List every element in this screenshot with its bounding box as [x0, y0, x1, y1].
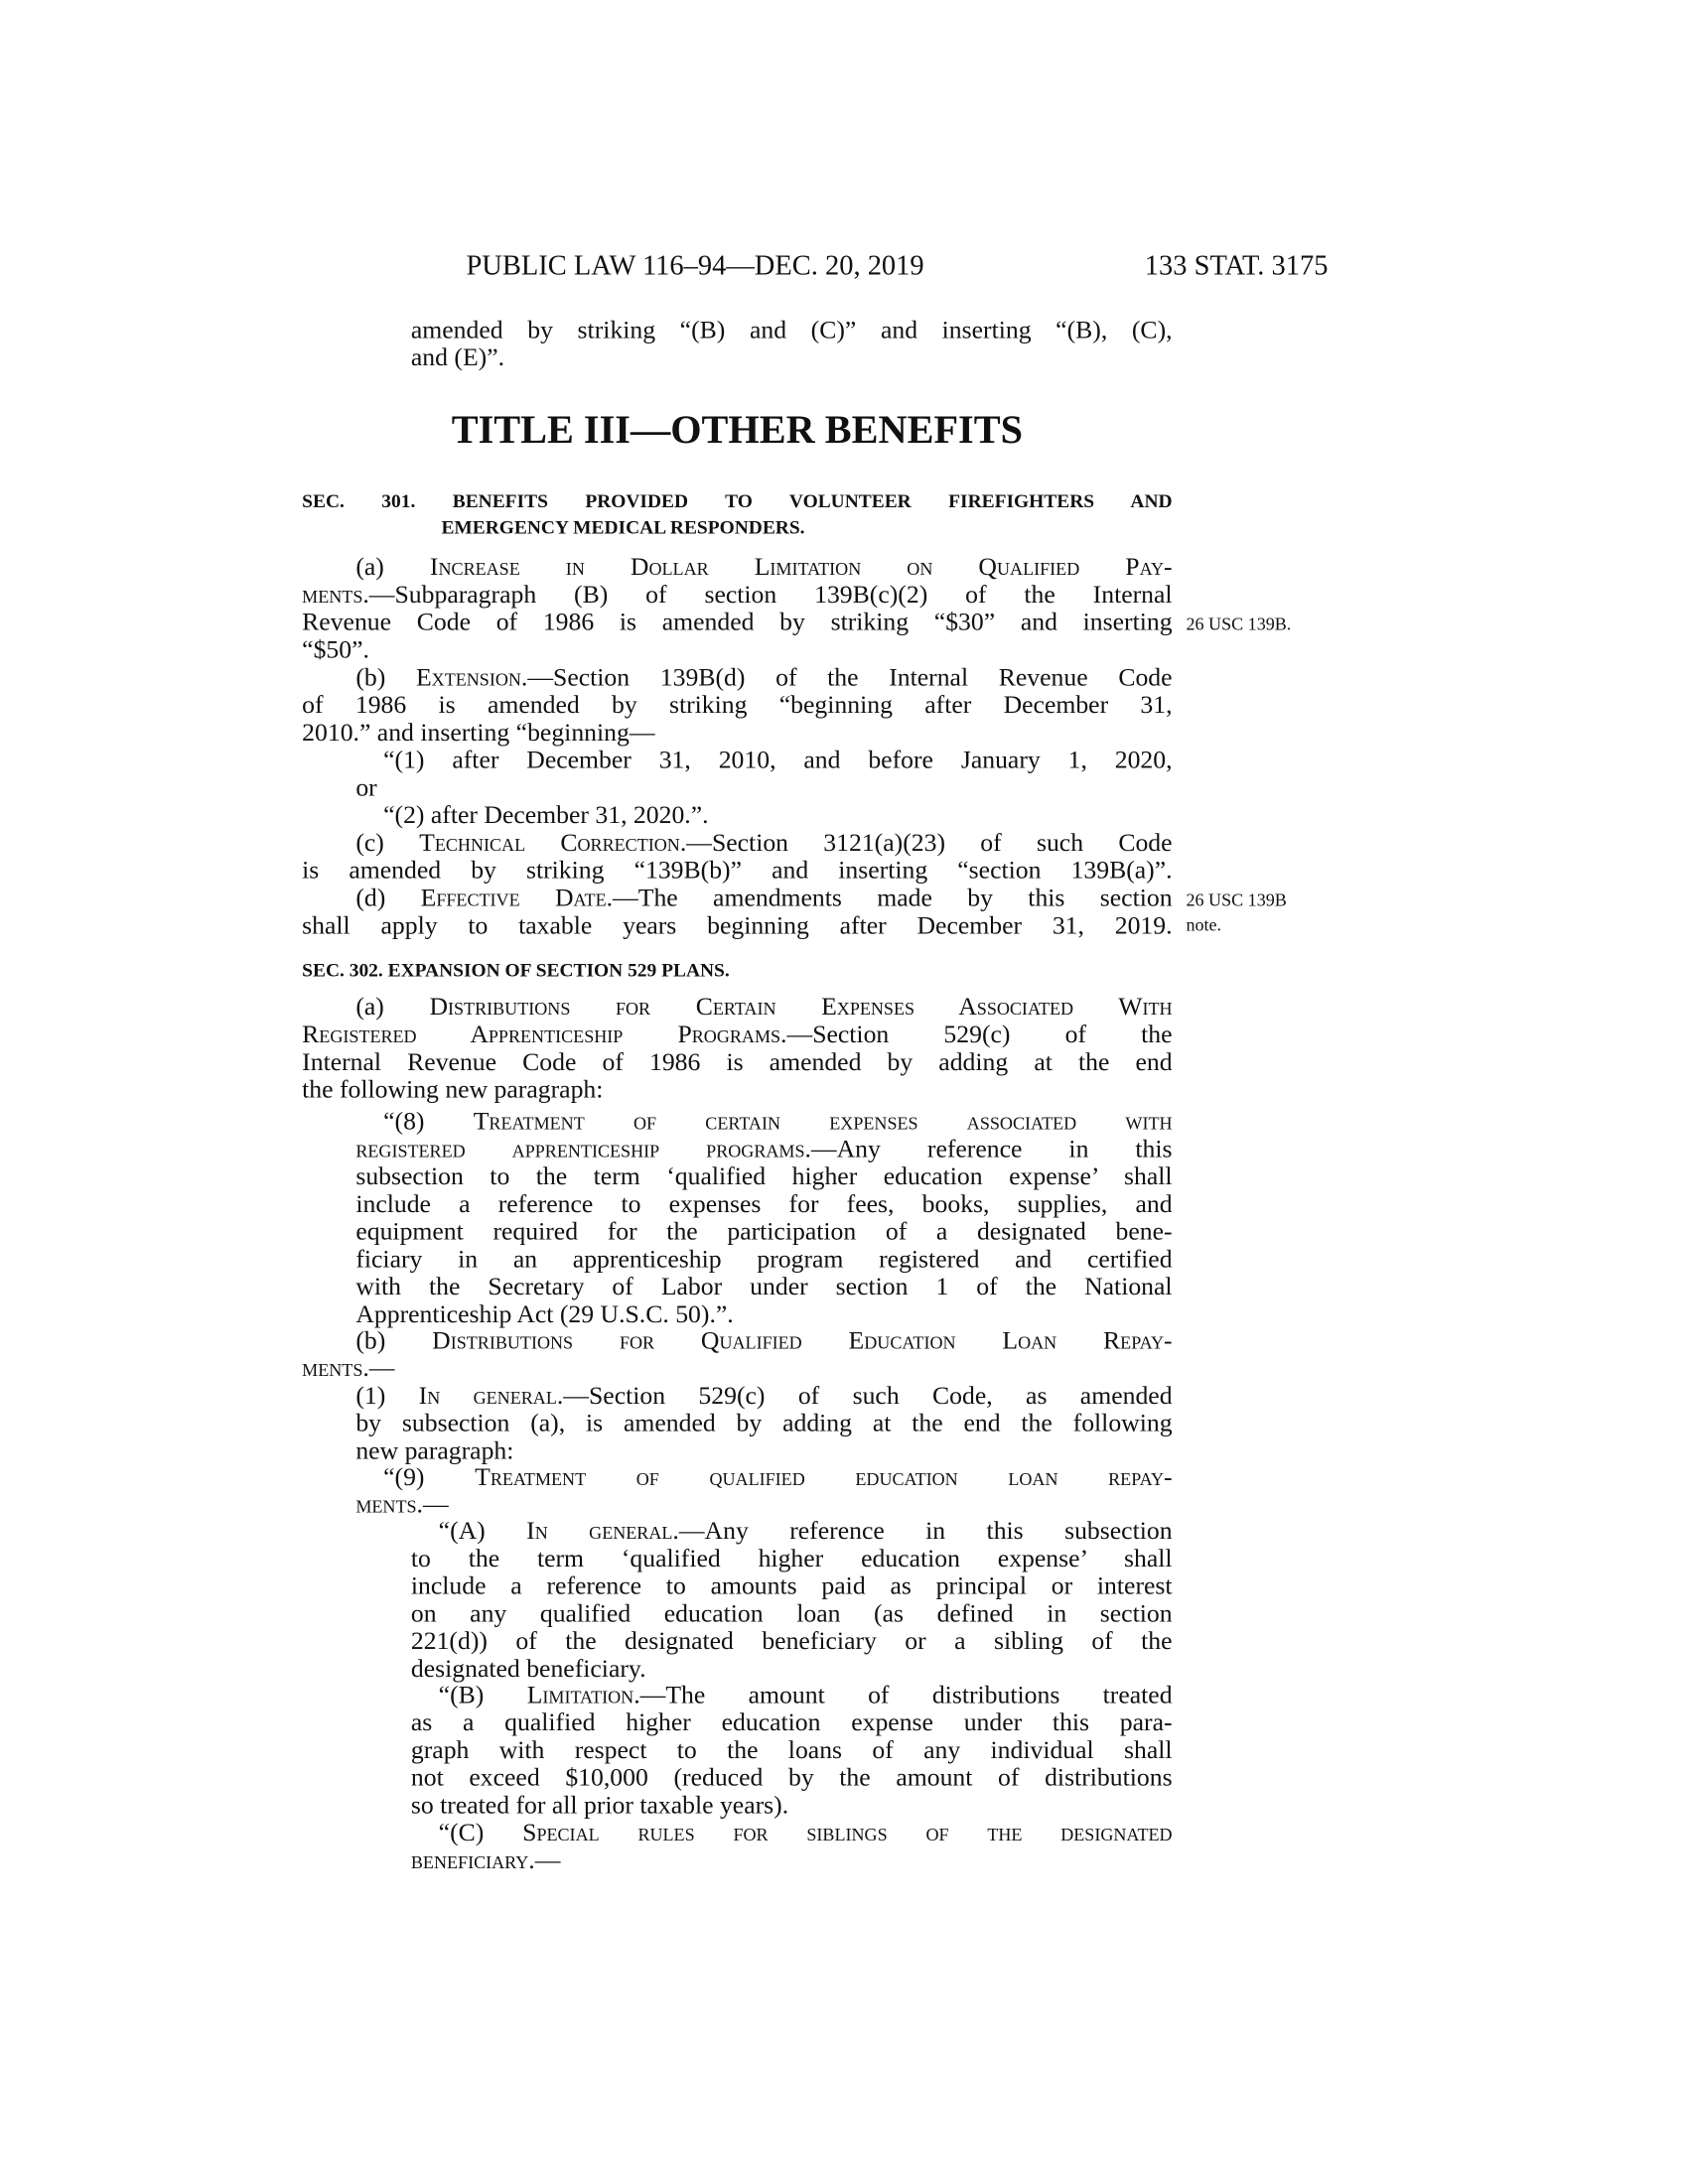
line-text: Internal Revenue Code of 1986 is amended by adding at the end	[302, 1048, 1173, 1077]
text-line	[355, 1328, 1172, 1356]
enumerator: “(9)	[383, 1464, 476, 1492]
line-text: or	[355, 774, 377, 803]
text-line	[355, 1383, 1172, 1411]
line-text: as a qualified higher education expense under this para-	[410, 1709, 1173, 1738]
text-line	[302, 1022, 1172, 1049]
enumerator: (c)	[355, 830, 420, 858]
text-line	[411, 1765, 1173, 1793]
line-text: 2010.” and inserting “beginning—	[302, 720, 655, 748]
text-line	[439, 1820, 1173, 1847]
small-caps-heading: registered apprenticeship programs.	[355, 1136, 811, 1164]
line-text: EMERGENCY MEDICAL RESPONDERS.	[441, 518, 805, 540]
enumerator: (a)	[355, 994, 430, 1023]
small-caps-heading: ments.	[355, 1491, 423, 1520]
text-line	[355, 830, 1172, 858]
text-line	[302, 1355, 394, 1383]
small-caps-heading: ments.	[302, 582, 369, 610]
text-line	[383, 748, 1172, 775]
line-text: ficiary in an apprenticeship program registered and certified	[355, 1246, 1173, 1275]
text-line	[355, 1191, 1172, 1219]
text-line	[411, 1573, 1173, 1601]
enumerator: (b)	[355, 1327, 433, 1356]
small-caps-heading: Treatment of qualified education loan repay-	[475, 1464, 1173, 1492]
text-line	[302, 692, 1172, 720]
small-caps-heading: Treatment of certain expenses associated with	[473, 1108, 1173, 1137]
text-line	[411, 1628, 1173, 1656]
text-line	[355, 1301, 733, 1329]
text-line	[411, 1737, 1173, 1765]
text-line	[355, 1163, 1172, 1191]
line-text: “(2) after December 31, 2020.”.	[383, 802, 709, 831]
enumerator: (1)	[355, 1383, 419, 1411]
section-heading-line	[302, 489, 1172, 517]
text-line	[411, 1847, 561, 1875]
enumerator: “(A)	[438, 1518, 527, 1546]
line-text: of 1986 is amended by striking “beginning after December 31,	[302, 692, 1173, 721]
line-text: —	[368, 1355, 395, 1384]
text-line	[302, 912, 1172, 940]
line-text: 221(d)) of the designated beneficiary or a sibling of the	[410, 1628, 1173, 1657]
text-line	[383, 1464, 1172, 1492]
text-line	[302, 610, 1172, 637]
line-text: SEC. 302. EXPANSION OF SECTION 529 PLANS.	[302, 961, 730, 982]
small-caps-heading: Distributions for Qualified Education Loan Repay-	[432, 1327, 1173, 1356]
section-heading-line	[302, 958, 730, 986]
text-line	[302, 637, 369, 665]
section-heading-line	[441, 515, 804, 543]
text-line	[355, 1411, 1172, 1438]
line-text: not exceed $10,000 (reduced by the amount of distributions	[410, 1764, 1173, 1793]
line-text: to the term ‘qualified higher education expense’ shall	[410, 1545, 1173, 1573]
line-text: amended by striking “(B) and (C)” and inserting “(B), (C),	[410, 317, 1173, 345]
text-line	[355, 886, 1172, 913]
small-caps-heading: Technical Correction.	[419, 830, 687, 858]
small-caps-heading: beneficiary.	[410, 1847, 535, 1875]
line-text: and (E)”.	[410, 344, 505, 373]
text-line	[302, 1077, 603, 1105]
small-caps-heading: Special rules for siblings of the designated	[522, 1820, 1173, 1848]
text-line	[411, 1656, 646, 1684]
enumerator: (a)	[355, 554, 430, 583]
small-caps-heading: Registered Apprenticeship Programs.	[302, 1022, 787, 1049]
small-caps-heading: Extension.	[415, 664, 528, 693]
text-line	[302, 858, 1172, 886]
small-caps-heading: In general.	[526, 1518, 679, 1546]
line-text: SEC. 301. BENEFITS PROVIDED TO VOLUNTEER FIREFIGHTERS AND	[302, 491, 1173, 513]
line-text: equipment required for the participation of a designated bene-	[355, 1218, 1173, 1247]
line-text: —Section 139B(d) of the Internal Revenue Code	[527, 664, 1173, 693]
text-line	[439, 1518, 1173, 1546]
line-text: so treated for all prior taxable years).	[410, 1792, 789, 1821]
small-caps-heading: ments.	[302, 1355, 369, 1384]
line-text: by subsection (a), is amended by adding at the end the following	[355, 1410, 1173, 1438]
stat-page-number: 133 STAT. 3175	[1144, 250, 1329, 282]
small-caps-heading: Effective Date.	[420, 885, 614, 913]
enumerator: “(8)	[383, 1108, 474, 1137]
text-line	[411, 1601, 1173, 1629]
line-text: shall apply to taxable years beginning after December 31, 2019.	[302, 912, 1173, 941]
small-caps-heading: Distributions for Certain Expenses Associated With	[429, 994, 1173, 1023]
text-line	[355, 1438, 513, 1466]
small-caps-heading: Limitation.	[526, 1682, 640, 1710]
enumerator: (d)	[355, 885, 421, 913]
text-line	[411, 1709, 1173, 1737]
line-text: —Any reference in this subsection	[678, 1518, 1173, 1546]
text-line	[302, 720, 654, 748]
line-text: the following new paragraph:	[302, 1076, 604, 1105]
line-text: “(1) after December 31, 2010, and before January 1, 2020,	[383, 747, 1173, 775]
line-text: include a reference to amounts paid as principal or interest	[410, 1572, 1173, 1601]
margin-note-usc: 26 USC 139B.	[1186, 614, 1292, 634]
text-line	[439, 1682, 1173, 1709]
text-line	[411, 317, 1173, 344]
line-text: designated beneficiary.	[410, 1656, 646, 1684]
margin-note-note: note.	[1186, 913, 1222, 935]
line-text: —The amount of distributions treated	[639, 1682, 1173, 1710]
line-text: graph with respect to the loans of any individual shall	[410, 1737, 1173, 1765]
line-text: subsection to the term ‘qualified higher education expense’ shall	[355, 1163, 1173, 1192]
line-text: —	[422, 1491, 449, 1520]
line-text: —Section 3121(a)(23) of such Code	[686, 830, 1173, 858]
text-line	[355, 1219, 1172, 1247]
line-text: —	[534, 1847, 561, 1875]
line-text: —Section 529(c) of the	[786, 1022, 1173, 1049]
text-line	[355, 994, 1172, 1022]
enumerator: “(C)	[438, 1820, 523, 1848]
line-text: “$50”.	[302, 636, 369, 665]
margin-note-usc-note: 26 USC 139B	[1186, 888, 1287, 910]
text-line	[383, 802, 708, 830]
line-text: with the Secretary of Labor under section 1 of the National	[355, 1274, 1173, 1302]
line-text: —Any reference in this	[810, 1136, 1173, 1164]
line-text: is amended by striking “139B(b)” and inserting “section 139B(a)”.	[302, 857, 1173, 886]
running-header-citation: PUBLIC LAW 116–94—DEC. 20, 2019	[466, 250, 924, 282]
enumerator: (b)	[355, 664, 416, 693]
text-line	[355, 554, 1172, 582]
text-line	[383, 1109, 1172, 1137]
line-text: Revenue Code of 1986 is amended by striking “$30” and inserting	[302, 609, 1173, 637]
text-line	[302, 1049, 1172, 1077]
enumerator: “(B)	[438, 1682, 527, 1710]
line-text: —Section 529(c) of such Code, as amended	[563, 1383, 1173, 1411]
text-line	[411, 1546, 1173, 1573]
text-line	[411, 344, 504, 372]
text-line	[355, 1274, 1172, 1301]
text-line	[355, 775, 376, 803]
text-line	[302, 582, 1172, 610]
text-line	[355, 1136, 1172, 1163]
line-text: include a reference to expenses for fees, books, supplies, and	[355, 1191, 1173, 1219]
text-line	[411, 1793, 788, 1821]
line-text: on any qualified education loan (as defined in section	[410, 1600, 1173, 1629]
small-caps-heading: Increase in Dollar Limitation on Qualified Pay-	[429, 554, 1173, 583]
line-text: new paragraph:	[355, 1437, 514, 1466]
small-caps-heading: In general.	[418, 1383, 564, 1411]
text-line	[355, 1492, 448, 1520]
text-line	[355, 664, 1172, 692]
line-text: —The amendments made by this section	[613, 885, 1173, 913]
line-text: Apprenticeship Act (29 U.S.C. 50).”.	[355, 1301, 734, 1329]
title-heading: TITLE III—OTHER BENEFITS	[451, 408, 1023, 453]
text-line	[355, 1247, 1172, 1275]
line-text: —Subparagraph (B) of section 139B(c)(2) of the Internal	[368, 582, 1173, 610]
